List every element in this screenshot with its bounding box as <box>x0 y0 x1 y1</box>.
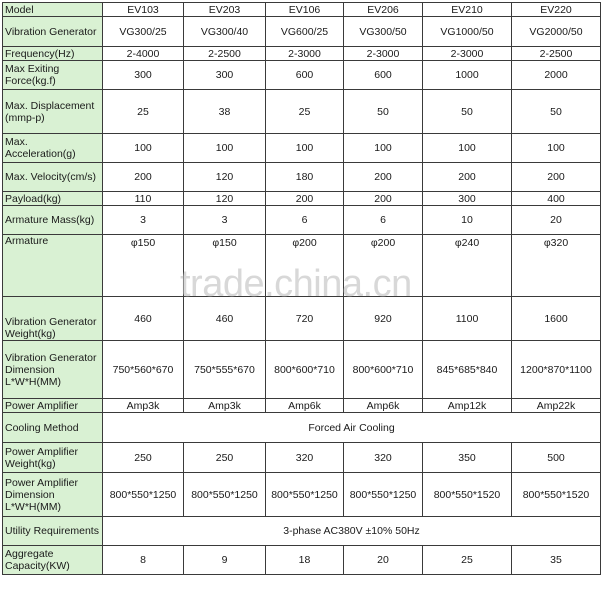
row-label: Power Amplifier <box>3 399 103 413</box>
model-header: EV210 <box>423 3 512 17</box>
cell-value: 750*555*670 <box>184 341 266 399</box>
cell-value: VG2000/50 <box>512 17 601 47</box>
row-label: Frequency(Hz) <box>3 47 103 61</box>
row-label: Utility Requirements <box>3 517 103 546</box>
cell-value: Amp6k <box>344 399 423 413</box>
cell-value: 800*600*710 <box>266 341 344 399</box>
cell-value: 20 <box>512 206 601 235</box>
row-label: Armature <box>3 235 103 297</box>
row-label: Power Amplifier Weight(kg) <box>3 443 103 473</box>
armature-value: φ240 <box>454 237 480 249</box>
cell-value: 600 <box>266 61 344 90</box>
cell-value: 6 <box>344 206 423 235</box>
cell-value: 100 <box>512 134 601 163</box>
cell-value: Amp22k <box>512 399 601 413</box>
cell-value: 1100 <box>423 297 512 341</box>
cooling-method-row <box>3 413 601 443</box>
max-force-row <box>3 61 601 90</box>
row-label: Max. Acceleration(g) <box>3 134 103 163</box>
cell-value: 300 <box>423 192 512 206</box>
cell-value: 100 <box>423 134 512 163</box>
armature-value: φ150 <box>130 237 156 249</box>
model-header: EV220 <box>512 3 601 17</box>
cell-value: 110 <box>103 192 184 206</box>
row-label: Payload(kg) <box>3 192 103 206</box>
cell-value: 3 <box>184 206 266 235</box>
cell-value: VG300/25 <box>103 17 184 47</box>
row-label: Vibration Generator Dimension L*W*H(MM) <box>3 341 103 399</box>
cell-value: 50 <box>344 90 423 134</box>
cell-value: 120 <box>184 192 266 206</box>
row-label: Armature Mass(kg) <box>3 206 103 235</box>
cell-value: 6 <box>266 206 344 235</box>
row-label: Power Amplifier Dimension L*W*H(MM) <box>3 473 103 517</box>
cell-value: 200 <box>103 163 184 192</box>
aggregate-capacity-row <box>3 546 601 575</box>
cell-value: 2000 <box>512 61 601 90</box>
cell-value: 2-4000 <box>103 47 184 61</box>
row-label: Cooling Method <box>3 413 103 443</box>
cell-value: 25 <box>423 546 512 575</box>
cell-value: 8 <box>103 546 184 575</box>
model-header: EV106 <box>266 3 344 17</box>
cell-value: 50 <box>512 90 601 134</box>
cell-value <box>184 235 266 297</box>
cell-value: 38 <box>184 90 266 134</box>
cell-value: 350 <box>423 443 512 473</box>
cell-value: 100 <box>344 134 423 163</box>
armature-value: φ200 <box>292 237 317 249</box>
cell-value: 35 <box>512 546 601 575</box>
row-label: Max. Velocity(cm/s) <box>3 163 103 192</box>
cell-value: 180 <box>266 163 344 192</box>
cell-value: 800*550*1250 <box>103 473 184 517</box>
cell-value: Amp6k <box>266 399 344 413</box>
row-label: Vibration Generator <box>3 17 103 47</box>
cell-value: 320 <box>344 443 423 473</box>
cell-value <box>512 235 601 297</box>
cell-value: 20 <box>344 546 423 575</box>
cell-value: 800*550*1250 <box>344 473 423 517</box>
generator-weight-row <box>3 297 601 341</box>
row-label: Aggregate Capacity(KW) <box>3 546 103 575</box>
cell-value: Amp3k <box>184 399 266 413</box>
cell-value: 2-3000 <box>344 47 423 61</box>
max-velocity-row <box>3 163 601 192</box>
cell-value: 750*560*670 <box>103 341 184 399</box>
cell-value: VG600/25 <box>266 17 344 47</box>
cell-value: 800*550*1250 <box>266 473 344 517</box>
merged-cell-value: Forced Air Cooling <box>103 413 601 443</box>
cell-value: 2-3000 <box>423 47 512 61</box>
cell-value: 460 <box>103 297 184 341</box>
cell-value: 2-2500 <box>512 47 601 61</box>
cell-value: 25 <box>103 90 184 134</box>
cell-value: 100 <box>103 134 184 163</box>
cell-value: VG1000/50 <box>423 17 512 47</box>
cell-value: 250 <box>103 443 184 473</box>
cell-value: 2-3000 <box>266 47 344 61</box>
cell-value: 800*600*710 <box>344 341 423 399</box>
cell-value: 800*550*1520 <box>423 473 512 517</box>
armature-mass-row <box>3 206 601 235</box>
cell-value: 300 <box>103 61 184 90</box>
cell-value: Amp3k <box>103 399 184 413</box>
cell-value <box>344 235 423 297</box>
cell-value: 400 <box>512 192 601 206</box>
armature-value: φ150 <box>212 237 237 249</box>
row-label: Vibration Generator Weight(kg) <box>3 297 103 341</box>
cell-value: 500 <box>512 443 601 473</box>
cell-value: 200 <box>423 163 512 192</box>
armature-value: φ200 <box>370 237 396 249</box>
cell-value: 800*550*1520 <box>512 473 601 517</box>
cell-value: 3 <box>103 206 184 235</box>
cell-value: 1200*870*1100 <box>512 341 601 399</box>
cell-value: 200 <box>344 163 423 192</box>
spec-table <box>2 2 601 575</box>
model-header: EV206 <box>344 3 423 17</box>
cell-value: 10 <box>423 206 512 235</box>
row-label: Max. Displacement (mmp-p) <box>3 90 103 134</box>
cell-value: 720 <box>266 297 344 341</box>
cell-value: 300 <box>184 61 266 90</box>
armature-row <box>3 235 601 297</box>
cell-value: Amp12k <box>423 399 512 413</box>
cell-value: 200 <box>344 192 423 206</box>
cell-value: 100 <box>184 134 266 163</box>
merged-cell-value: 3-phase AC380V ±10% 50Hz <box>103 517 601 546</box>
cell-value: 800*550*1250 <box>184 473 266 517</box>
max-displacement-row <box>3 90 601 134</box>
header-row <box>3 3 601 17</box>
cell-value: 2-2500 <box>184 47 266 61</box>
cell-value: 320 <box>266 443 344 473</box>
model-header: EV103 <box>103 3 184 17</box>
frequency-row <box>3 47 601 61</box>
cell-value: 9 <box>184 546 266 575</box>
cell-value: 1600 <box>512 297 601 341</box>
model-header: EV203 <box>184 3 266 17</box>
cell-value: 600 <box>344 61 423 90</box>
armature-value: φ320 <box>543 237 569 249</box>
cell-value: 845*685*840 <box>423 341 512 399</box>
row-label: Max Exiting Force(kg.f) <box>3 61 103 90</box>
cell-value: 200 <box>266 192 344 206</box>
amplifier-dimension-row <box>3 473 601 517</box>
generator-dimension-row <box>3 341 601 399</box>
cell-value <box>266 235 344 297</box>
amplifier-weight-row <box>3 443 601 473</box>
cell-value: 460 <box>184 297 266 341</box>
watermark-text: trade.china.cn <box>180 263 412 305</box>
cell-value: 920 <box>344 297 423 341</box>
header-label: Model <box>3 3 103 17</box>
cell-value: 250 <box>184 443 266 473</box>
max-acceleration-row <box>3 134 601 163</box>
cell-value: VG300/40 <box>184 17 266 47</box>
cell-value: 100 <box>266 134 344 163</box>
cell-value: 200 <box>512 163 601 192</box>
power-amplifier-row <box>3 399 601 413</box>
cell-value <box>103 235 184 297</box>
cell-value <box>423 235 512 297</box>
utility-row <box>3 517 601 546</box>
cell-value: 50 <box>423 90 512 134</box>
cell-value: 25 <box>266 90 344 134</box>
cell-value: 1000 <box>423 61 512 90</box>
cell-value: 120 <box>184 163 266 192</box>
vibration-generator-row <box>3 17 601 47</box>
cell-value: 18 <box>266 546 344 575</box>
cell-value: VG300/50 <box>344 17 423 47</box>
payload-row <box>3 192 601 206</box>
